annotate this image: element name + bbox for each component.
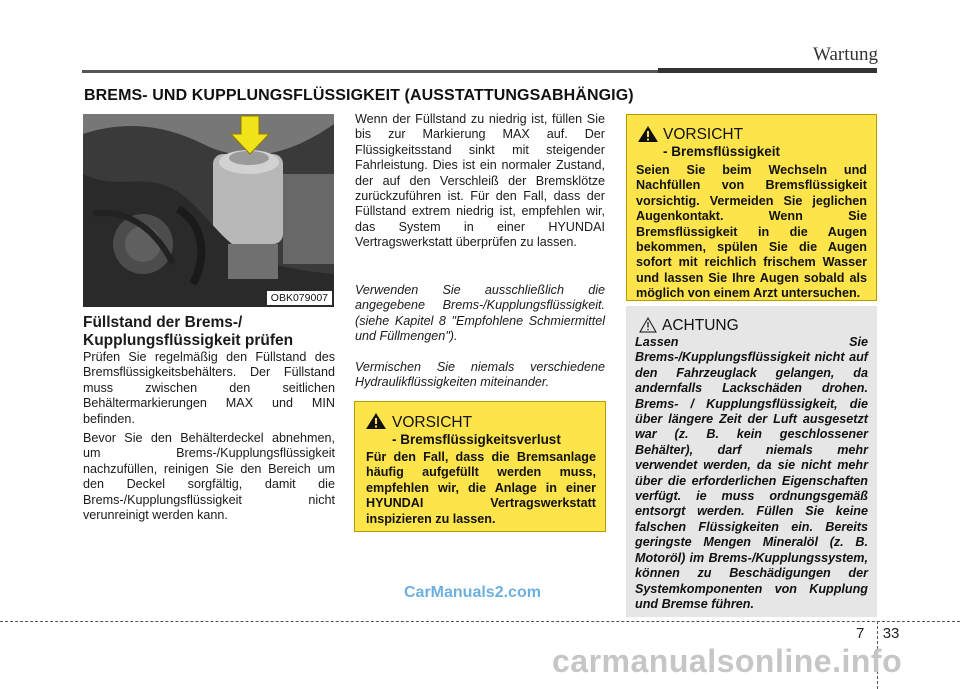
subheading: Füllstand der Brems-/ Kupplungsflüssigkeit prüfen xyxy=(83,314,294,349)
footer-rule xyxy=(0,621,960,622)
notice-triangle-icon xyxy=(639,317,657,333)
caution-title: VORSICHT xyxy=(663,126,744,143)
watermark-online: carmanualsonline.info xyxy=(552,643,903,679)
page-number-value: 33 xyxy=(882,625,900,642)
notice-box-paint-damage xyxy=(626,306,877,617)
photo-caption: OBK079007 xyxy=(267,291,332,305)
section-title: BREMS- UND KUPPLUNGSFLÜSSIGKEIT (AUSSTATTUNGSABHÄNGIG) xyxy=(84,87,634,104)
caution-text: Für den Fall, dass die Bremsanlage häufig aufgefüllt werden muss, empfehlen wir, die Anlage in einer HYUNDAI Vertragswerkstatt inspizieren zu lassen. xyxy=(366,450,596,526)
warning-triangle-icon xyxy=(365,412,387,430)
caution-text: Seien Sie beim Wechseln und Nachfüllen von Bremsflüssigkeit vorsichtig. Vermeiden Sie jeglichen Augenkontakt. Wenn Sie Bremsflüssigkeit in die Augen bekommen, spülen Sie die Augen sofort mit reichlich frischem Wasser und lassen Sie Ihre Augen sobald als möglich von einem Arzt untersuchen. xyxy=(636,163,867,301)
chapter-number: 7 xyxy=(856,625,865,642)
header-rule-accent xyxy=(658,68,877,73)
middle-paragraph-1: Wenn der Füllstand zu niedrig ist, füllen Sie bis zur Markierung MAX auf. Der Flüssigkeitsstand sinkt mit steigender Fahrleistung. Dies ist ein normaler Zustand, der auf den Verschleiß der Bremsklötze zurückzuführen ist. Für den Fall, dass der Füllstand extrem niedrig ist, empfehlen wir, das System in einer HYUNDAI Vertragswerkstatt überprüfen zu lassen. xyxy=(355,112,605,250)
caution-box-fluid-loss xyxy=(354,401,606,532)
caution-title: VORSICHT xyxy=(392,414,473,431)
chapter-title: Wartung xyxy=(813,44,878,65)
caution-box-brake-fluid xyxy=(626,114,877,301)
notice-text: Lassen Sie Brems-/Kupplungsflüssigkeit nicht auf den Fahrzeuglack gelangen, da andernfalls Lackschäden drohen. Brems- / Kupplungsflüssigkeit, die über längere Zeit der Luft ausgesetzt war (z. B. kein geschlossener Behälter), darf niemals mehr verwendet werden, da sie nicht mehr über die erforderlichen Eigenschaften verfügt. ie muss ordnungsgemäß entsorgt werden. Füllen Sie keine falschen Flüssigkeiten ein. Bereits geringste Mengen Mineralöl (z. B. Motoröl) im Brems-/Kupplungssystem, können zu Beschädigungen der Systemkomponenten von Kupplung und Bremse führen. xyxy=(635,335,868,611)
middle-italic-note-1: Verwenden Sie ausschließlich die angegebene Brems-/Kupplungsflüssigkeit. (siehe Kapitel 8 "Empfohlene Schmiermittel und Füllmengen"). xyxy=(355,283,605,344)
notice-title: ACHTUNG xyxy=(662,317,739,334)
warning-triangle-icon xyxy=(637,125,659,143)
caution-subtitle: - Bremsflüssigkeitsverlust xyxy=(392,432,561,447)
middle-italic-note-2: Vermischen Sie niemals verschiedene Hydraulikflüssigkeiten miteinander. xyxy=(355,360,605,390)
engine-photo-illustration xyxy=(83,114,334,307)
watermark-carmanuals: CarManuals2.com xyxy=(404,584,541,601)
left-paragraph-1: Prüfen Sie regelmäßig den Füllstand des Bremsflüssigkeitsbehälters. Der Füllstand muss zwischen den seitlichen Behältermarkierungen MAX und MIN befinden. xyxy=(83,350,335,426)
engine-bay-photo xyxy=(83,114,334,307)
caution-subtitle: - Bremsflüssigkeit xyxy=(663,144,781,159)
left-paragraph-2: Bevor Sie den Behälterdeckel abnehmen, um Brems-/Kupplungsflüssigkeit nachzufüllen, reinigen Sie den Bereich um den Deckel sorgfältig, damit die Brems-/Kupplungsflüssigkeit nicht verunreinigt werden kann. xyxy=(83,431,335,523)
